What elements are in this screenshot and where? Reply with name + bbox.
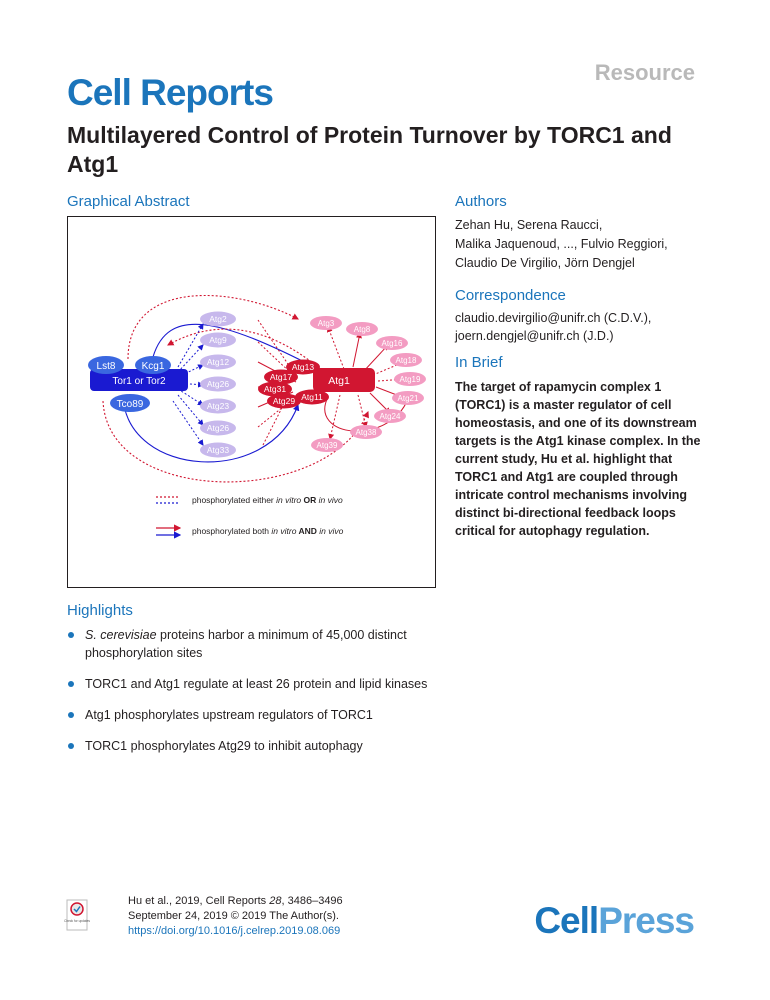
cellpress-logo-cell: Cell	[534, 900, 599, 941]
arrow-atg1-atg38	[358, 395, 366, 427]
correspondence-email-link[interactable]: claudio.devirgilio@unifr.ch (C.D.V.),	[455, 311, 652, 325]
doi-link[interactable]: https://doi.org/10.1016/j.celrep.2019.08.069	[128, 925, 341, 937]
in-brief-heading: In Brief	[455, 354, 503, 371]
citation-block	[128, 894, 343, 939]
node-atg11-label: Atg11	[301, 392, 323, 402]
node-atg18-label: Atg18	[395, 356, 417, 365]
authors-line: Zehan Hu, Serena Raucci,	[455, 218, 603, 232]
authors-line: Claudio De Virgilio, Jörn Dengjel	[455, 256, 635, 270]
arrow-atg2-atg13	[258, 320, 290, 367]
node-atg17-label: Atg17	[269, 372, 293, 382]
highlights-list	[67, 626, 457, 768]
node-atg26-b-label: Atg26	[206, 423, 230, 433]
highlight-item	[67, 737, 457, 755]
check-for-updates-icon	[66, 899, 88, 931]
highlight-item	[67, 675, 457, 693]
graphical-abstract-diagram	[68, 217, 437, 589]
node-atg2-label: Atg2	[209, 314, 227, 324]
authors-heading: Authors	[455, 193, 507, 210]
bullet-icon	[68, 712, 74, 718]
node-atg24-label: Atg24	[379, 412, 401, 421]
bullet-icon	[68, 632, 74, 638]
arrow-atg1-atg3	[328, 327, 344, 369]
arrow-to-atg23	[178, 389, 203, 405]
article-type-label: Resource	[594, 60, 695, 85]
node-atg13-label: Atg13	[291, 362, 315, 372]
authors-list	[455, 216, 745, 273]
diagram-legend	[156, 495, 344, 536]
highlight-text: TORC1 phosphorylates Atg29 to inhibit autophagy	[85, 739, 363, 753]
cellpress-logo-press: Press	[598, 900, 694, 941]
highlight-text: TORC1 and Atg1 regulate at least 26 protein and lipid kinases	[85, 677, 428, 691]
arrow-to-atg9	[178, 345, 203, 372]
node-atg33-label: Atg33	[206, 445, 230, 455]
node-atg29-label: Atg29	[272, 396, 296, 406]
citation-line: Hu et al., 2019, Cell Reports 28, 3486–3496	[128, 895, 343, 907]
arrow-to-atg2	[178, 324, 203, 367]
arrow-atg1-atg39	[330, 395, 340, 439]
highlight-species: S. cerevisiae	[85, 628, 157, 642]
arrow-torc1-atg13	[128, 295, 298, 359]
bullet-icon	[68, 681, 74, 687]
node-atg26-a-label: Atg26	[206, 379, 230, 389]
lst8-label: Lst8	[96, 361, 116, 372]
cellpress-logo[interactable]	[534, 900, 694, 942]
graphical-abstract-heading: Graphical Abstract	[67, 193, 190, 210]
node-atg3-label: Atg3	[317, 319, 335, 328]
highlight-text: Atg1 phosphorylates upstream regulators of TORC1	[85, 708, 373, 722]
atg1-complex	[258, 360, 375, 409]
graphical-abstract-figure	[67, 216, 436, 588]
correspondence-email-link[interactable]: joern.dengjel@unifr.ch (J.D.)	[455, 329, 614, 343]
node-atg16-label: Atg16	[381, 339, 403, 348]
torc1-complex	[88, 356, 188, 412]
correspondence-heading: Correspondence	[455, 287, 566, 304]
kcg1-label: Kcg1	[141, 361, 165, 372]
highlight-item	[67, 626, 457, 662]
highlight-text: proteins harbor a minimum of 45,000 distinct phosphorylation sites	[85, 628, 407, 660]
tco89-label: Tco89	[116, 399, 144, 410]
article-title: Multilayered Control of Protein Turnover by TORC1 and Atg1	[67, 122, 672, 177]
citation-date-line: September 24, 2019 © 2019 The Author(s).	[128, 910, 339, 922]
svg-text:Check for updates: Check for updates	[64, 919, 90, 923]
legend-both-label: phosphorylated both in vitro AND in vivo	[192, 526, 344, 536]
highlights-heading: Highlights	[67, 602, 133, 619]
node-atg39-label: Atg39	[316, 441, 338, 450]
node-atg31-label: Atg31	[263, 384, 287, 394]
node-atg38-label: Atg38	[355, 428, 377, 437]
highlight-item	[67, 706, 457, 724]
node-atg8-label: Atg8	[353, 325, 371, 334]
check-for-updates-badge[interactable]	[66, 899, 88, 931]
node-atg9-label: Atg9	[209, 335, 227, 345]
in-brief-text: The target of rapamycin complex 1 (TORC1) is a master regulator of cell homeostasis, and one of its downstream targets is the Atg1 kinase complex. In the current study, Hu et al. highlight that TORC1 and Atg1 are coupled through intricate control mechanisms involving distinct bi-directional feedback loops critical for autophagy regulation.	[455, 380, 701, 538]
node-atg23-label: Atg23	[206, 401, 230, 411]
node-atg21-label: Atg21	[397, 394, 419, 403]
authors-line: Malika Jaquenoud, ..., Fulvio Reggiori,	[455, 237, 668, 251]
atg1-label: Atg1	[328, 375, 350, 387]
tor-label: Tor1 or Tor2	[112, 376, 166, 387]
bullet-icon	[68, 743, 74, 749]
legend-either-label: phosphorylated either in vitro OR in vivo	[192, 495, 343, 505]
node-atg19-label: Atg19	[399, 375, 421, 384]
middle-nodes	[200, 312, 236, 458]
arrow-atg1-atg8	[353, 333, 360, 367]
correspondence-emails	[455, 309, 745, 345]
arrow-to-atg26b	[178, 395, 203, 425]
node-atg12-label: Atg12	[206, 357, 230, 367]
journal-logo[interactable]: Cell Reports	[67, 72, 273, 113]
